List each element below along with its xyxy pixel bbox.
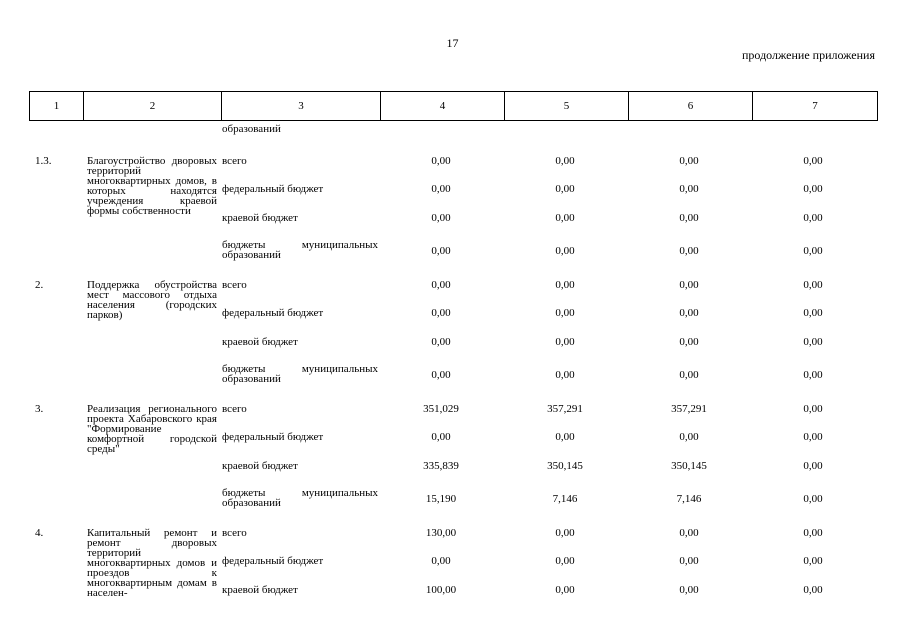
value-col-7: 0,00 bbox=[803, 212, 823, 224]
value-col-4: 351,029 bbox=[423, 403, 459, 415]
value-col-6: 0,00 bbox=[679, 307, 699, 319]
value-col-7: 0,00 bbox=[803, 555, 823, 567]
table-row bbox=[29, 550, 877, 572]
value-col-4: 0,00 bbox=[431, 183, 451, 195]
funding-source: краевой бюджет bbox=[222, 460, 298, 472]
value-col-4: 0,00 bbox=[431, 431, 451, 443]
value-col-4: 130,00 bbox=[425, 527, 457, 539]
table-row bbox=[29, 455, 877, 477]
carried-over-text: образований bbox=[222, 123, 281, 135]
section-name: Капитальный ремонт и ремонт дворовых территорий многоквартирных домов и проездов к многоквартирным домам в населен- bbox=[87, 527, 217, 599]
value-col-4: 0,00 bbox=[431, 336, 451, 348]
column-header: 4 bbox=[381, 92, 505, 121]
table-row bbox=[29, 398, 877, 420]
value-col-5: 0,00 bbox=[555, 369, 575, 381]
value-col-4: 100,00 bbox=[425, 584, 457, 596]
table-row bbox=[29, 488, 877, 510]
column-header-row bbox=[30, 92, 878, 121]
funding-source: федеральный бюджет bbox=[222, 183, 324, 195]
value-col-7: 0,00 bbox=[803, 527, 823, 539]
value-col-6: 0,00 bbox=[679, 183, 699, 195]
section-number: 2. bbox=[35, 279, 44, 291]
value-col-4: 0,00 bbox=[431, 369, 451, 381]
funding-source: бюджеты муниципальных образований bbox=[222, 363, 378, 385]
table-row bbox=[29, 274, 877, 296]
funding-source: всего bbox=[222, 403, 247, 415]
funding-source: федеральный бюджет bbox=[222, 307, 324, 319]
value-col-6: 0,00 bbox=[679, 369, 699, 381]
value-col-6: 0,00 bbox=[679, 336, 699, 348]
table-row bbox=[29, 522, 877, 544]
value-col-5: 7,146 bbox=[552, 493, 578, 505]
value-col-6: 0,00 bbox=[679, 584, 699, 596]
value-col-4: 0,00 bbox=[431, 245, 451, 257]
table-row bbox=[29, 207, 877, 229]
funding-source: всего bbox=[222, 527, 247, 539]
value-col-4: 15,190 bbox=[425, 493, 457, 505]
funding-source: бюджеты муниципальных образований bbox=[222, 487, 378, 509]
section-number: 4. bbox=[35, 527, 44, 539]
value-col-6: 0,00 bbox=[679, 212, 699, 224]
value-col-4: 335,839 bbox=[423, 460, 459, 472]
column-header: 5 bbox=[505, 92, 629, 121]
column-header: 3 bbox=[222, 92, 381, 121]
value-col-6: 0,00 bbox=[679, 155, 699, 167]
column-header: 7 bbox=[753, 92, 878, 121]
table-body bbox=[29, 120, 877, 640]
value-col-5: 0,00 bbox=[555, 336, 575, 348]
value-col-5: 0,00 bbox=[555, 279, 575, 291]
value-col-4: 0,00 bbox=[431, 155, 451, 167]
table-row bbox=[29, 331, 877, 353]
column-header: 2 bbox=[84, 92, 222, 121]
value-col-7: 0,00 bbox=[803, 403, 823, 415]
value-col-6: 7,146 bbox=[676, 493, 702, 505]
value-col-7: 0,00 bbox=[803, 279, 823, 291]
value-col-6: 357,291 bbox=[671, 403, 707, 415]
value-col-4: 0,00 bbox=[431, 307, 451, 319]
continuation-label: продолжение приложения bbox=[742, 48, 875, 62]
column-header: 6 bbox=[629, 92, 753, 121]
value-col-5: 0,00 bbox=[555, 527, 575, 539]
table-row bbox=[29, 240, 877, 262]
value-col-7: 0,00 bbox=[803, 584, 823, 596]
value-col-7: 0,00 bbox=[803, 336, 823, 348]
section-name: Благоустройство дворовых территорий многоквартирных домов, в которых находятся учреждения краевой формы собственности bbox=[87, 155, 217, 217]
value-col-6: 350,145 bbox=[671, 460, 707, 472]
value-col-5: 0,00 bbox=[555, 555, 575, 567]
funding-source: федеральный бюджет bbox=[222, 431, 324, 443]
value-col-7: 0,00 bbox=[803, 460, 823, 472]
funding-source: краевой бюджет bbox=[222, 584, 298, 596]
funding-source: краевой бюджет bbox=[222, 212, 298, 224]
table-row bbox=[29, 178, 877, 200]
table-row bbox=[29, 302, 877, 324]
table-row bbox=[29, 364, 877, 386]
funding-source: федеральный бюджет bbox=[222, 555, 324, 567]
value-col-6: 0,00 bbox=[679, 527, 699, 539]
value-col-5: 0,00 bbox=[555, 584, 575, 596]
value-col-5: 357,291 bbox=[547, 403, 583, 415]
section-number: 1.3. bbox=[35, 155, 52, 167]
value-col-7: 0,00 bbox=[803, 183, 823, 195]
value-col-5: 350,145 bbox=[547, 460, 583, 472]
value-col-4: 0,00 bbox=[431, 212, 451, 224]
value-col-7: 0,00 bbox=[803, 493, 823, 505]
funding-source: всего bbox=[222, 279, 247, 291]
value-col-5: 0,00 bbox=[555, 183, 575, 195]
value-col-4: 0,00 bbox=[431, 555, 451, 567]
funding-source: краевой бюджет bbox=[222, 336, 298, 348]
value-col-6: 0,00 bbox=[679, 245, 699, 257]
value-col-5: 0,00 bbox=[555, 245, 575, 257]
value-col-5: 0,00 bbox=[555, 307, 575, 319]
column-header: 1 bbox=[30, 92, 84, 121]
value-col-5: 0,00 bbox=[555, 155, 575, 167]
page-number: 17 bbox=[446, 36, 459, 50]
table-row bbox=[29, 426, 877, 448]
value-col-6: 0,00 bbox=[679, 431, 699, 443]
section-number: 3. bbox=[35, 403, 44, 415]
value-col-7: 0,00 bbox=[803, 307, 823, 319]
table-row bbox=[29, 150, 877, 172]
value-col-4: 0,00 bbox=[431, 279, 451, 291]
value-col-6: 0,00 bbox=[679, 555, 699, 567]
value-col-7: 0,00 bbox=[803, 431, 823, 443]
value-col-6: 0,00 bbox=[679, 279, 699, 291]
funding-source: всего bbox=[222, 155, 247, 167]
funding-source: бюджеты муниципальных образований bbox=[222, 239, 378, 261]
value-col-7: 0,00 bbox=[803, 245, 823, 257]
value-col-7: 0,00 bbox=[803, 369, 823, 381]
column-header-table bbox=[29, 91, 878, 121]
value-col-5: 0,00 bbox=[555, 212, 575, 224]
section-name: Реализация регионального проекта Хабаровского края "Формирование комфортной городской среды" bbox=[87, 403, 217, 455]
value-col-7: 0,00 bbox=[803, 155, 823, 167]
table-row bbox=[29, 579, 877, 601]
value-col-5: 0,00 bbox=[555, 431, 575, 443]
section-name: Поддержка обустройства мест массового отдыха населения (городских парков) bbox=[87, 279, 217, 321]
